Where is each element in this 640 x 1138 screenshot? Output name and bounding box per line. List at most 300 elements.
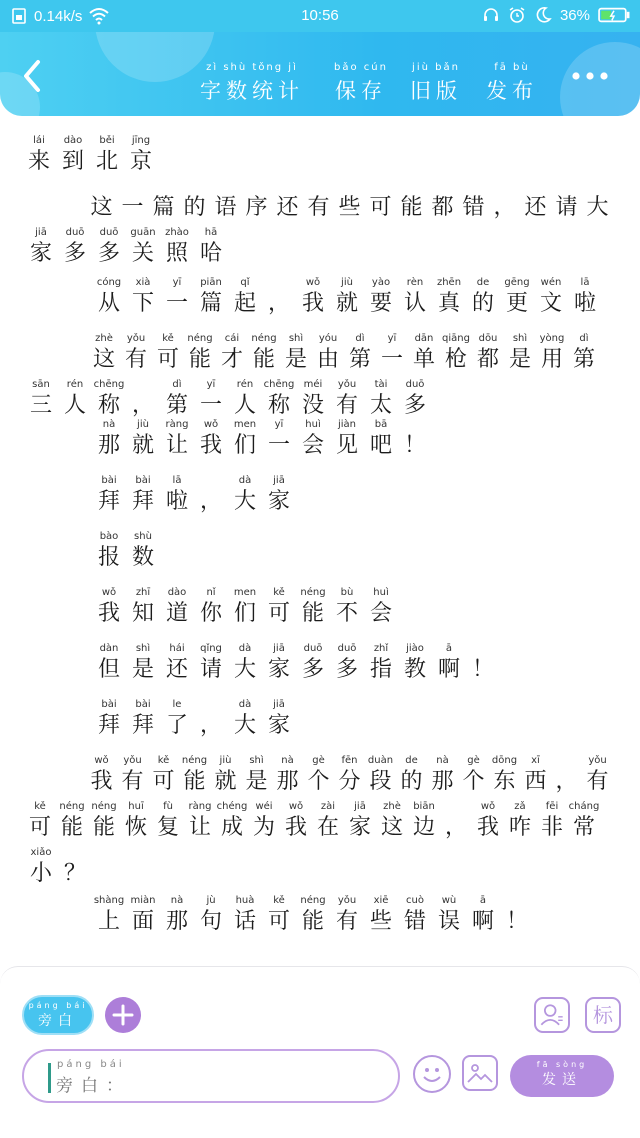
pinyin: néng: [300, 895, 326, 906]
ruby-char: [120, 800, 152, 842]
pinyin: dì: [355, 333, 365, 344]
ruby-char: [124, 134, 158, 176]
hanzi: 们: [233, 601, 256, 626]
story-paragraph[interactable]: [24, 530, 160, 576]
pinyin: dì: [579, 333, 589, 344]
ruby-char: [160, 418, 194, 460]
pinyin: wéi: [255, 801, 273, 812]
ruby-char: [262, 276, 296, 318]
ruby-char: [551, 754, 582, 796]
hanzi: 那: [276, 769, 299, 794]
text-line: [24, 378, 600, 420]
pinyin: jiào: [406, 643, 424, 654]
hanzi: 可: [369, 195, 392, 220]
ruby-char: [228, 474, 262, 516]
hanzi: 可: [152, 769, 175, 794]
hanzi: 多: [301, 657, 324, 682]
text-line: [24, 180, 613, 222]
pinyin: nǐ: [206, 587, 216, 598]
text-line: [24, 698, 296, 740]
pinyin: kě: [273, 587, 285, 598]
story-paragraph[interactable]: [24, 180, 613, 272]
pinyin: shì: [249, 755, 264, 766]
ruby-char: [117, 180, 148, 222]
ruby-char: [194, 276, 228, 318]
pinyin: zhè: [383, 801, 401, 812]
hanzi: 会: [301, 433, 324, 458]
ruby-char: [396, 754, 427, 796]
send-button[interactable]: fā sòng 发送: [510, 1055, 614, 1097]
image-button[interactable]: [462, 1055, 498, 1091]
ruby-char: [216, 800, 248, 842]
ruby-char: [86, 754, 117, 796]
ruby-char: [194, 642, 228, 684]
hanzi: 错: [403, 909, 426, 934]
hanzi: 多: [63, 241, 86, 266]
ruby-char: [427, 180, 458, 222]
pinyin: néng: [181, 755, 208, 766]
word-count-button[interactable]: zì shù tǒng jì 字数统计: [200, 62, 304, 103]
pinyin: duàn: [367, 755, 394, 766]
pinyin: bài: [101, 699, 117, 710]
ruby-char: [160, 642, 194, 684]
hanzi: 为: [252, 815, 275, 840]
hanzi: 是: [284, 347, 307, 372]
add-button[interactable]: [105, 997, 141, 1033]
pinyin: sān: [32, 379, 50, 390]
ruby-char: [472, 332, 504, 374]
ruby-char: [280, 800, 312, 842]
hanzi: [64, 600, 86, 628]
hanzi: 多: [403, 393, 426, 418]
ruby-char: [582, 180, 613, 222]
ruby-char: [194, 586, 228, 628]
ruby-char: [22, 134, 56, 176]
pinyin: cái: [224, 333, 240, 344]
pinyin: rèn: [406, 277, 424, 288]
ruby-char: [296, 642, 330, 684]
tag-button[interactable]: 标: [585, 997, 621, 1033]
pinyin: dōng: [491, 755, 518, 766]
hanzi: [64, 712, 86, 740]
story-content: [24, 134, 616, 934]
pinyin: jù: [206, 895, 216, 906]
pinyin: yī: [206, 379, 216, 390]
ruby-char: [216, 332, 248, 374]
pinyin: wǒ: [203, 419, 219, 430]
hanzi: 边: [412, 815, 435, 840]
pinyin: zhè: [95, 333, 113, 344]
pinyin: biān: [413, 801, 435, 812]
pinyin: de: [405, 755, 418, 766]
story-paragraph[interactable]: [24, 332, 600, 424]
ruby-char: [179, 180, 210, 222]
hanzi: 的: [471, 291, 494, 316]
hanzi: ，: [131, 393, 154, 418]
hanzi: 啦: [573, 291, 596, 316]
pinyin: zhǐ: [373, 643, 389, 654]
hanzi: 数: [131, 545, 154, 570]
pinyin: yī: [172, 277, 182, 288]
hanzi: 西: [524, 769, 547, 794]
hanzi: 东: [493, 769, 516, 794]
hanzi: 个: [462, 769, 485, 794]
ruby-char: [24, 332, 56, 374]
pinyin: wù: [441, 895, 457, 906]
ruby-char: [248, 800, 280, 842]
story-paragraph[interactable]: [24, 276, 602, 322]
hanzi: 的: [400, 769, 423, 794]
more-dots-icon[interactable]: [570, 68, 610, 84]
ruby-char: [88, 332, 120, 374]
hanzi: 还: [524, 195, 547, 220]
hanzi: ，: [199, 713, 222, 738]
ruby-char: [296, 894, 330, 936]
pinyin: nà: [281, 755, 294, 766]
pinyin: men: [233, 419, 257, 430]
story-paragraph[interactable]: [24, 474, 296, 520]
story-paragraph[interactable]: [24, 698, 296, 744]
ruby-char: [504, 332, 536, 374]
ruby-char: [194, 894, 228, 936]
hanzi: 能: [183, 769, 206, 794]
ruby-char: [126, 698, 160, 740]
ruby-char: [364, 378, 398, 420]
hanzi: 更: [505, 291, 528, 316]
hanzi: 能: [188, 347, 211, 372]
pinyin: jiù: [137, 419, 149, 430]
pinyin: yòng: [539, 333, 565, 344]
hanzi: 非: [540, 815, 563, 840]
ruby-char: [440, 332, 472, 374]
pinyin: bài: [101, 475, 117, 486]
hanzi: ！: [471, 657, 494, 682]
hanzi: [30, 600, 52, 628]
composer-panel: [0, 966, 640, 1138]
hanzi: ，: [555, 769, 578, 794]
pinyin: shù: [134, 531, 152, 542]
story-paragraph[interactable]: [24, 418, 432, 464]
pinyin: nà: [436, 755, 449, 766]
ruby-char: [58, 226, 92, 268]
pinyin: bài: [135, 699, 151, 710]
hanzi: ，: [199, 489, 222, 514]
pinyin: ràng: [165, 419, 189, 430]
hanzi: [64, 290, 86, 318]
pinyin: cuò: [406, 895, 424, 906]
ruby-char: [489, 180, 520, 222]
plus-icon: [105, 997, 141, 1033]
hanzi: 我: [199, 433, 222, 458]
hanzi: [28, 768, 50, 796]
pinyin: jiù: [219, 755, 232, 766]
hanzi: [29, 346, 51, 374]
pinyin: zǎ: [514, 801, 526, 812]
ruby-char: [120, 332, 152, 374]
ruby-char: [55, 754, 86, 796]
pinyin: dì: [172, 379, 182, 390]
save-button[interactable]: bǎo cún 保存: [334, 62, 388, 103]
hanzi: 我: [476, 815, 499, 840]
ruby-char: [344, 800, 376, 842]
pinyin: néng: [187, 333, 213, 344]
pinyin: xī: [531, 755, 540, 766]
hanzi: 第: [572, 347, 595, 372]
hanzi: ！: [403, 433, 426, 458]
ruby-char: [330, 418, 364, 460]
hanzi: 篇: [152, 195, 175, 220]
emoji-button[interactable]: [413, 1055, 451, 1093]
ruby-char: [472, 800, 504, 842]
pinyin: kě: [273, 895, 285, 906]
ruby-char: [126, 418, 160, 460]
pinyin: zhēn: [436, 277, 462, 288]
hanzi: 咋: [508, 815, 531, 840]
ruby-char: [262, 378, 296, 420]
pinyin: bù: [340, 587, 354, 598]
pinyin: gēng: [504, 277, 530, 288]
ruby-char: [24, 474, 58, 516]
hanzi: 请: [199, 657, 222, 682]
ruby-char: [376, 332, 408, 374]
ruby-char: [126, 894, 160, 936]
ruby-char: [92, 378, 126, 420]
hanzi: 可: [267, 601, 290, 626]
hanzi: 句: [199, 909, 222, 934]
ruby-char: [500, 276, 534, 318]
network-speed: 0.14k/s: [34, 7, 83, 25]
battery-percent: 36%: [559, 6, 590, 24]
pinyin: duō: [303, 643, 323, 654]
ruby-char: [194, 378, 228, 420]
pinyin: yī: [274, 419, 284, 430]
hanzi: 们: [233, 433, 256, 458]
hanzi: 拜: [131, 489, 154, 514]
ruby-char: [55, 180, 86, 222]
pinyin: méi: [303, 379, 323, 390]
hanzi: 那: [97, 433, 120, 458]
text-line: [24, 754, 613, 796]
pinyin: wǒ: [480, 801, 496, 812]
image-icon: [464, 1057, 496, 1089]
narration-input[interactable]: páng bái 旁白：: [22, 1049, 400, 1103]
hanzi: 教: [403, 657, 426, 682]
hanzi: 到: [61, 149, 84, 174]
pinyin: ā: [445, 643, 453, 654]
story-paragraph[interactable]: [24, 642, 500, 688]
character-button[interactable]: [534, 997, 570, 1033]
hanzi: [28, 194, 50, 222]
hanzi: 由: [316, 347, 339, 372]
hanzi: 哈: [199, 241, 222, 266]
ruby-char: [56, 800, 88, 842]
hanzi: 关: [131, 241, 154, 266]
ruby-char: [248, 332, 280, 374]
hanzi: 枪: [444, 347, 467, 372]
pinyin: miàn: [130, 895, 156, 906]
ruby-char: [160, 378, 194, 420]
ruby-char: [262, 418, 296, 460]
pinyin: chēng: [263, 379, 295, 390]
ruby-char: [58, 894, 92, 936]
ruby-char: [58, 698, 92, 740]
ruby-char: [184, 800, 216, 842]
hanzi: 家: [348, 815, 371, 840]
publish-button[interactable]: fā bù 发布: [486, 62, 538, 103]
hanzi: 我: [90, 769, 113, 794]
ruby-char: [92, 418, 126, 460]
hanzi: 能: [400, 195, 423, 220]
ruby-char: [398, 642, 432, 684]
hanzi: 第: [165, 393, 188, 418]
ruby-char: [466, 276, 500, 318]
clock: 10:56: [301, 7, 339, 24]
story-paragraph[interactable]: [24, 586, 398, 632]
story-paragraph[interactable]: [24, 894, 534, 940]
hanzi: 有: [121, 769, 144, 794]
ruby-char: [126, 226, 160, 268]
hanzi: 能: [92, 815, 115, 840]
ruby-char: [408, 332, 440, 374]
ruby-char: [228, 378, 262, 420]
hanzi: [30, 908, 52, 936]
status-bar: [0, 0, 640, 32]
hanzi: 让: [188, 815, 211, 840]
pinyin: wǒ: [101, 587, 117, 598]
text-line: [24, 276, 602, 318]
ruby-char: [432, 276, 466, 318]
hanzi: 是: [508, 347, 531, 372]
hanzi: 都: [476, 347, 499, 372]
ruby-char: [398, 894, 432, 936]
ruby-char: [398, 418, 432, 460]
ruby-char: [160, 226, 194, 268]
pinyin: zài: [320, 801, 336, 812]
hanzi: 下: [131, 291, 154, 316]
hanzi: 这: [380, 815, 403, 840]
narration-button[interactable]: páng bái 旁白: [22, 995, 94, 1035]
ruby-char: [24, 276, 58, 318]
pinyin: huī: [128, 801, 144, 812]
hanzi: 分: [338, 769, 361, 794]
pinyin: kě: [157, 755, 170, 766]
ruby-char: [262, 586, 296, 628]
hanzi: 北: [95, 149, 118, 174]
hanzi: [30, 488, 52, 516]
text-line: [24, 474, 296, 516]
ruby-char: [262, 642, 296, 684]
pinyin: dà: [238, 475, 252, 486]
text-line: [24, 846, 613, 888]
hanzi: 不: [335, 601, 358, 626]
pinyin: huà: [235, 895, 255, 906]
hanzi: ？: [63, 861, 86, 886]
hanzi: 就: [335, 291, 358, 316]
hanzi: 见: [335, 433, 358, 458]
pinyin: jiā: [273, 699, 285, 710]
text-line: [24, 586, 398, 628]
ruby-char: [568, 332, 600, 374]
character-icon: [536, 999, 568, 1031]
ruby-char: [148, 754, 179, 796]
pinyin: fēi: [545, 801, 559, 812]
ruby-char: [24, 894, 58, 936]
hanzi: 能: [60, 815, 83, 840]
hanzi: 人: [63, 393, 86, 418]
pinyin: lái: [33, 135, 45, 146]
pinyin: dà: [238, 699, 252, 710]
hanzi: 可: [267, 909, 290, 934]
pinyin: néng: [251, 333, 277, 344]
pinyin: dōu: [478, 333, 498, 344]
hanzi: 恢: [124, 815, 147, 840]
pinyin: dà: [238, 643, 252, 654]
pinyin: zhào: [165, 227, 189, 238]
pinyin: lā: [580, 277, 590, 288]
pinyin: qǐng: [200, 643, 222, 654]
pinyin: yǒu: [337, 895, 357, 906]
ruby-char: [504, 800, 536, 842]
ruby-char: [458, 754, 489, 796]
ruby-char: [92, 226, 126, 268]
pinyin: dào: [63, 135, 83, 146]
text-line: [24, 800, 613, 842]
hanzi: [30, 656, 52, 684]
hanzi: [64, 544, 86, 572]
hanzi: [30, 432, 52, 460]
headset-icon: [482, 6, 500, 24]
hanzi: ，: [493, 195, 516, 220]
pinyin: de: [476, 277, 490, 288]
pinyin: shì: [512, 333, 528, 344]
hanzi: 在: [316, 815, 339, 840]
hanzi: 有: [335, 909, 358, 934]
ruby-char: [194, 698, 228, 740]
ruby-char: [489, 754, 520, 796]
hanzi: [64, 488, 86, 516]
pinyin: cháng: [568, 801, 600, 812]
hanzi: 要: [369, 291, 392, 316]
moon-icon: [534, 6, 552, 24]
ruby-char: [126, 378, 160, 420]
hanzi: 我: [301, 291, 324, 316]
hanzi: 道: [165, 601, 188, 626]
ruby-char: [262, 698, 296, 740]
story-paragraph[interactable]: [24, 754, 613, 892]
ruby-char: [210, 180, 241, 222]
text-line: [24, 332, 600, 374]
back-icon[interactable]: [18, 58, 50, 94]
hanzi: ，: [444, 815, 467, 840]
hanzi: 多: [97, 241, 120, 266]
old-version-button[interactable]: jiù bǎn 旧版: [410, 62, 462, 103]
pinyin: duō: [337, 643, 357, 654]
story-title: [22, 134, 616, 176]
pinyin: nà: [102, 419, 116, 430]
hanzi: 一: [199, 393, 222, 418]
ruby-char: [520, 754, 551, 796]
ruby-char: [228, 894, 262, 936]
ruby-char: [280, 332, 312, 374]
hanzi: 认: [403, 291, 426, 316]
ruby-char: [536, 332, 568, 374]
pinyin: xiǎo: [30, 847, 52, 858]
ruby-char: [228, 586, 262, 628]
pinyin: fù: [163, 801, 173, 812]
ruby-char: [365, 754, 396, 796]
hanzi: 那: [165, 909, 188, 934]
ruby-char: [228, 418, 262, 460]
